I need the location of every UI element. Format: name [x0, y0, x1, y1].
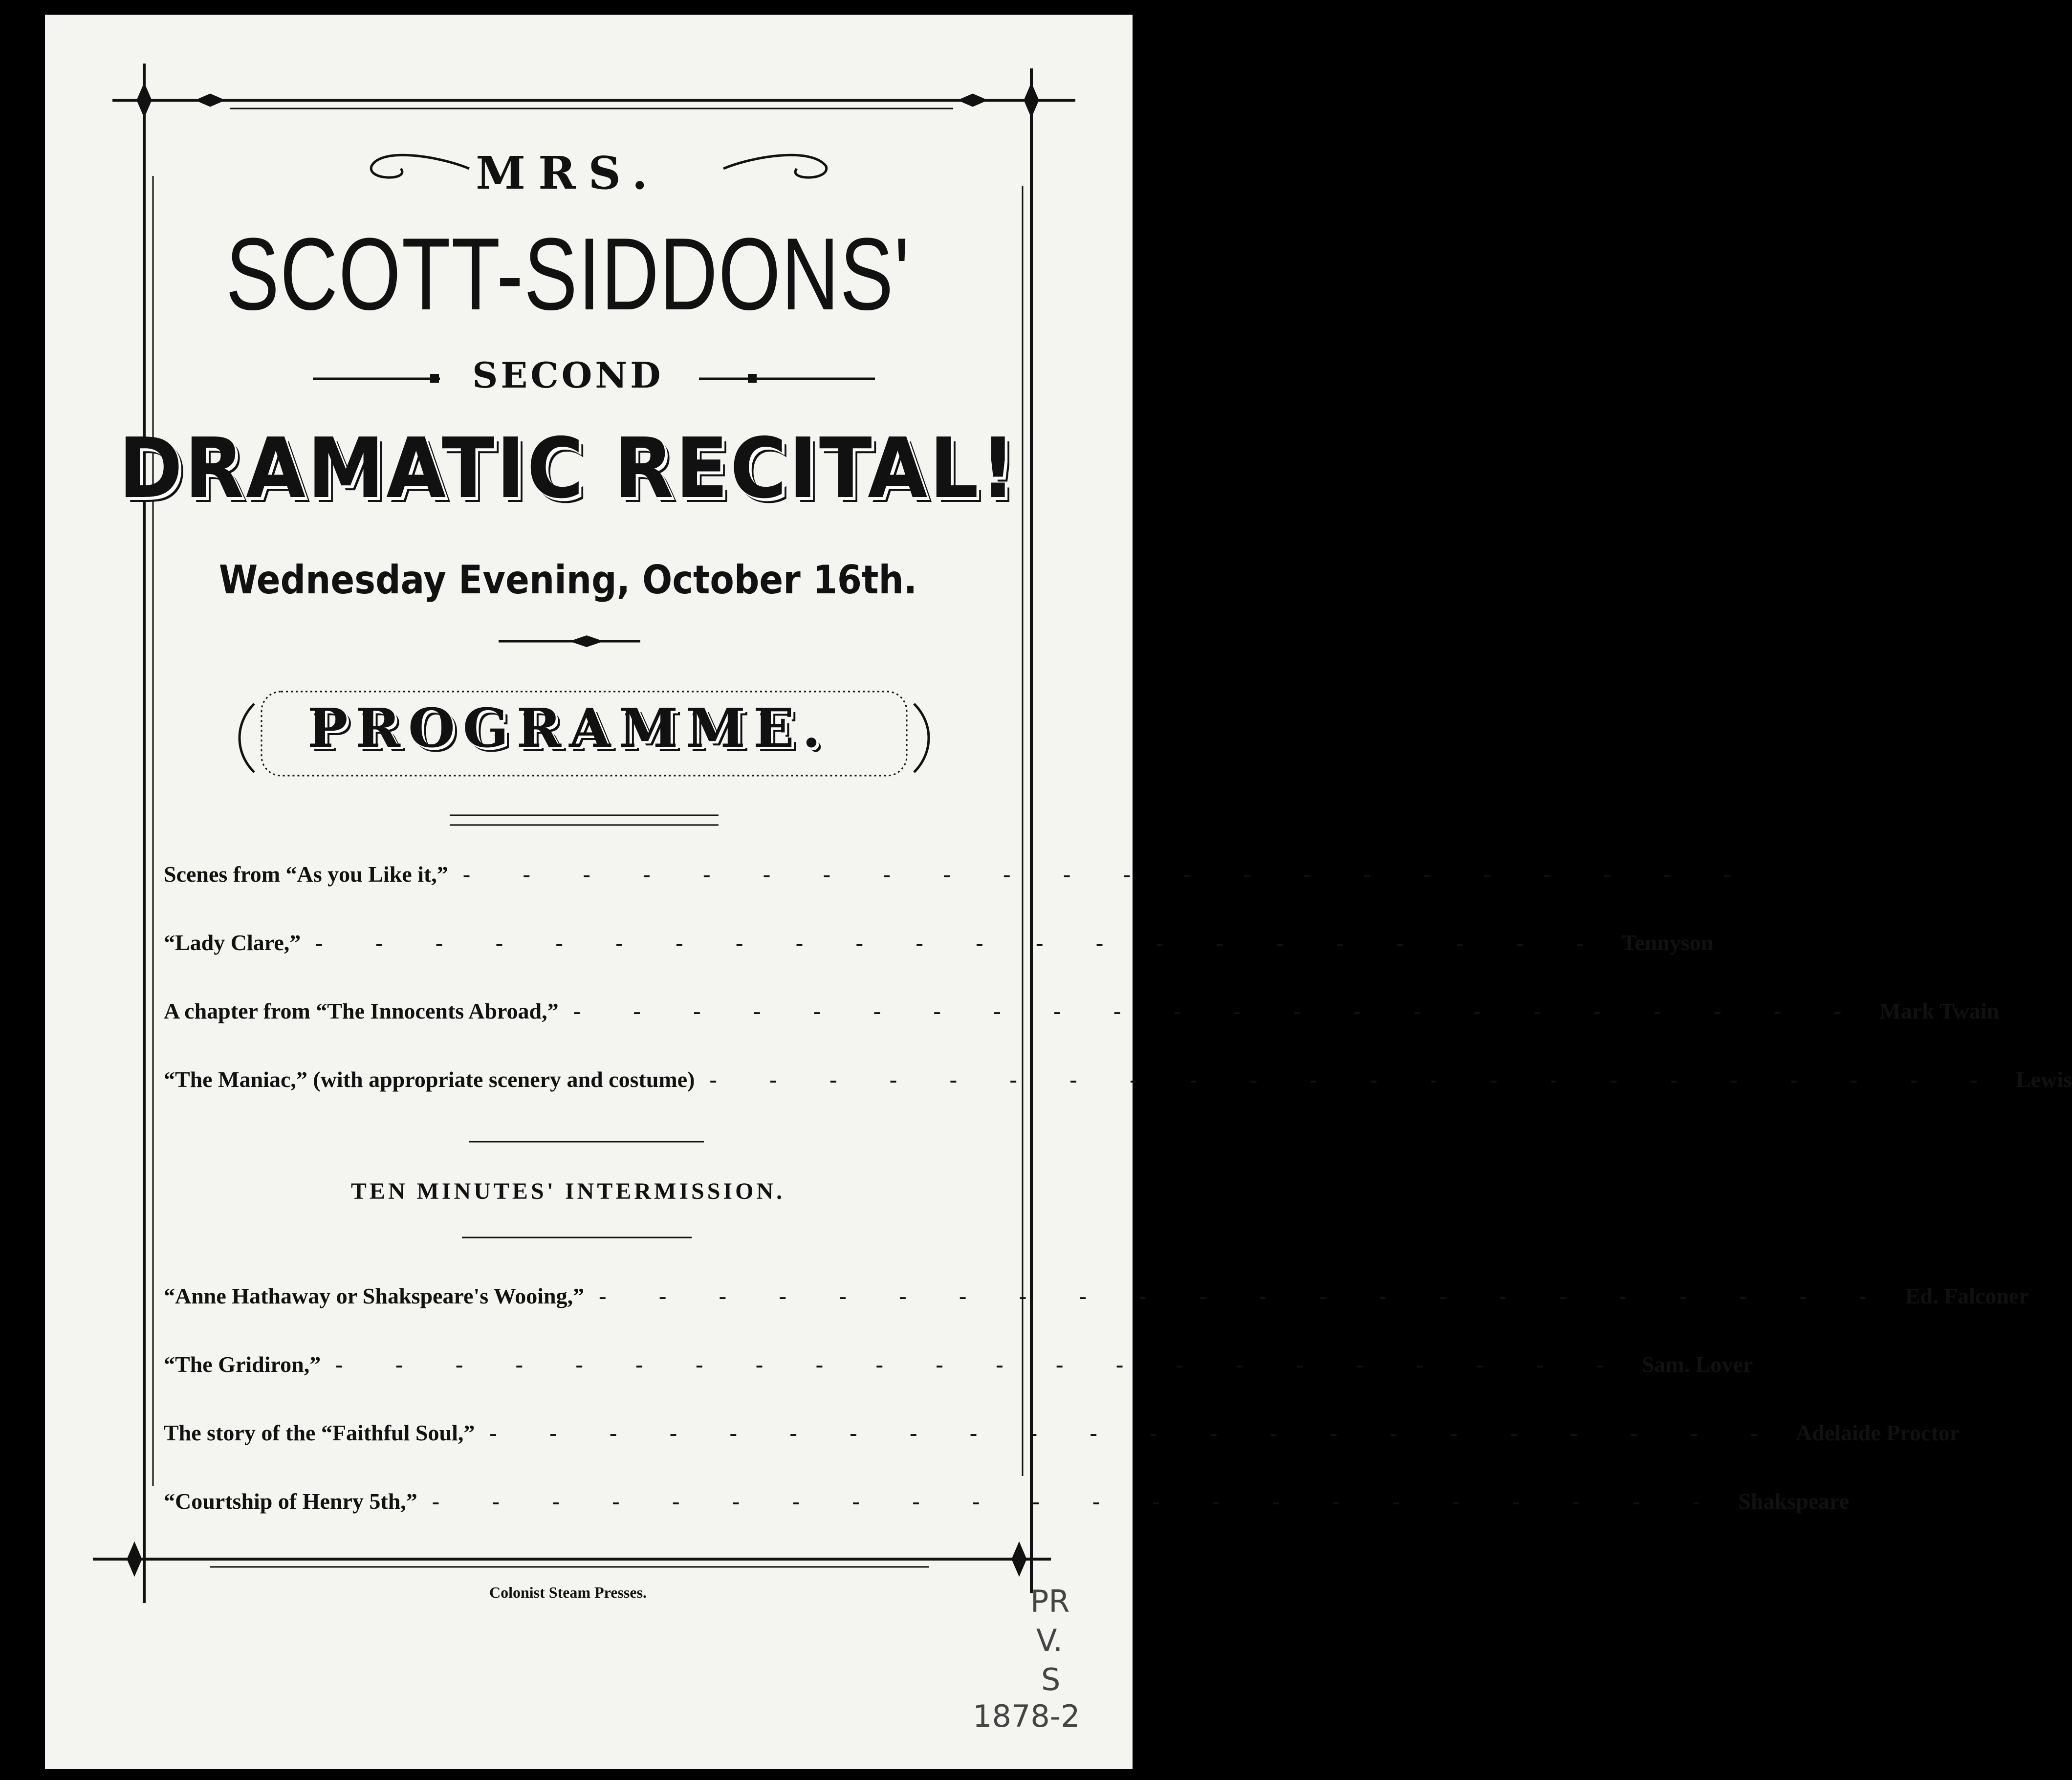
programme-item: [164, 1488, 1849, 1522]
programme-item: [164, 1351, 1753, 1386]
programme-item: [164, 1420, 1960, 1454]
intermission-notice: TEN MINUTES' INTERMISSION.: [350, 1178, 785, 1204]
pencil-annotation-3: S: [1041, 1662, 1061, 1697]
item-author: Shakspeare: [1738, 1489, 1849, 1514]
item-title: The story of the “Faithful Soul,”: [164, 1420, 475, 1445]
header-mrs: MRS.: [476, 147, 660, 199]
item-author: Tennyson: [1621, 930, 1714, 955]
item-author: Lewis: [2015, 1067, 2072, 1092]
programme-item: [164, 998, 2000, 1032]
programme-heading: PROGRAMME.: [307, 696, 829, 760]
item-author: Adelaide Proctor: [1795, 1420, 1960, 1445]
item-author: Ed. Falconer: [1905, 1283, 2029, 1308]
header-second: SECOND: [472, 354, 664, 396]
leader-dots: - - - - - - - - - - - - - - - - - - - - - -: [315, 930, 1607, 955]
leader-dots: - - - - - - - - - - - - - - - - - - - - - -: [462, 862, 1755, 887]
leader-dots: - - - - - - - - - - - - - - - - - - - - - -: [489, 1420, 1781, 1445]
item-title: “Anne Hathaway or Shakspeare's Wooing,”: [164, 1283, 585, 1308]
programme-item: [164, 930, 1714, 964]
item-title: “The Gridiron,”: [164, 1352, 321, 1377]
leader-dots: - - - - - - - - - - - - - - - - - - - - - -: [335, 1352, 1627, 1377]
item-author: Mark Twain: [1879, 999, 2000, 1023]
programme-item: [164, 861, 1755, 895]
pencil-annotation-4: 1878-2: [973, 1698, 1080, 1734]
programme-item: [164, 1066, 2072, 1101]
leader-dots: - - - - - - - - - - - - - - - - - - - - - -: [573, 999, 1865, 1023]
leader-dots: - - - - - - - - - - - - - - - - - - - - - -: [709, 1067, 2001, 1092]
leader-dots: - - - - - - - - - - - - - - - - - - - - - -: [599, 1283, 1891, 1308]
pencil-annotation-2: V.: [1036, 1623, 1063, 1658]
item-title: “Courtship of Henry 5th,”: [164, 1489, 417, 1514]
item-title: Scenes from “As you Like it,”: [164, 862, 448, 887]
item-title: “The Maniac,” (with appropriate scenery and costume): [164, 1067, 695, 1092]
printer-imprint: Colonist Steam Presses.: [489, 1584, 647, 1601]
leader-dots: - - - - - - - - - - - - - - - - - - - - - -: [432, 1489, 1724, 1514]
item-author: Sam. Lover: [1641, 1352, 1753, 1377]
pencil-annotation-1: PR: [1030, 1584, 1070, 1619]
programme-item: [164, 1283, 2029, 1317]
item-title: A chapter from “The Innocents Abroad,”: [164, 999, 559, 1023]
item-title: “Lady Clare,”: [164, 930, 301, 955]
performer-name: SCOTT-SIDDONS': [225, 217, 910, 331]
event-title: DRAMATIC RECITAL!: [118, 420, 1018, 517]
event-date: Wednesday Evening, October 16th.: [218, 557, 917, 603]
